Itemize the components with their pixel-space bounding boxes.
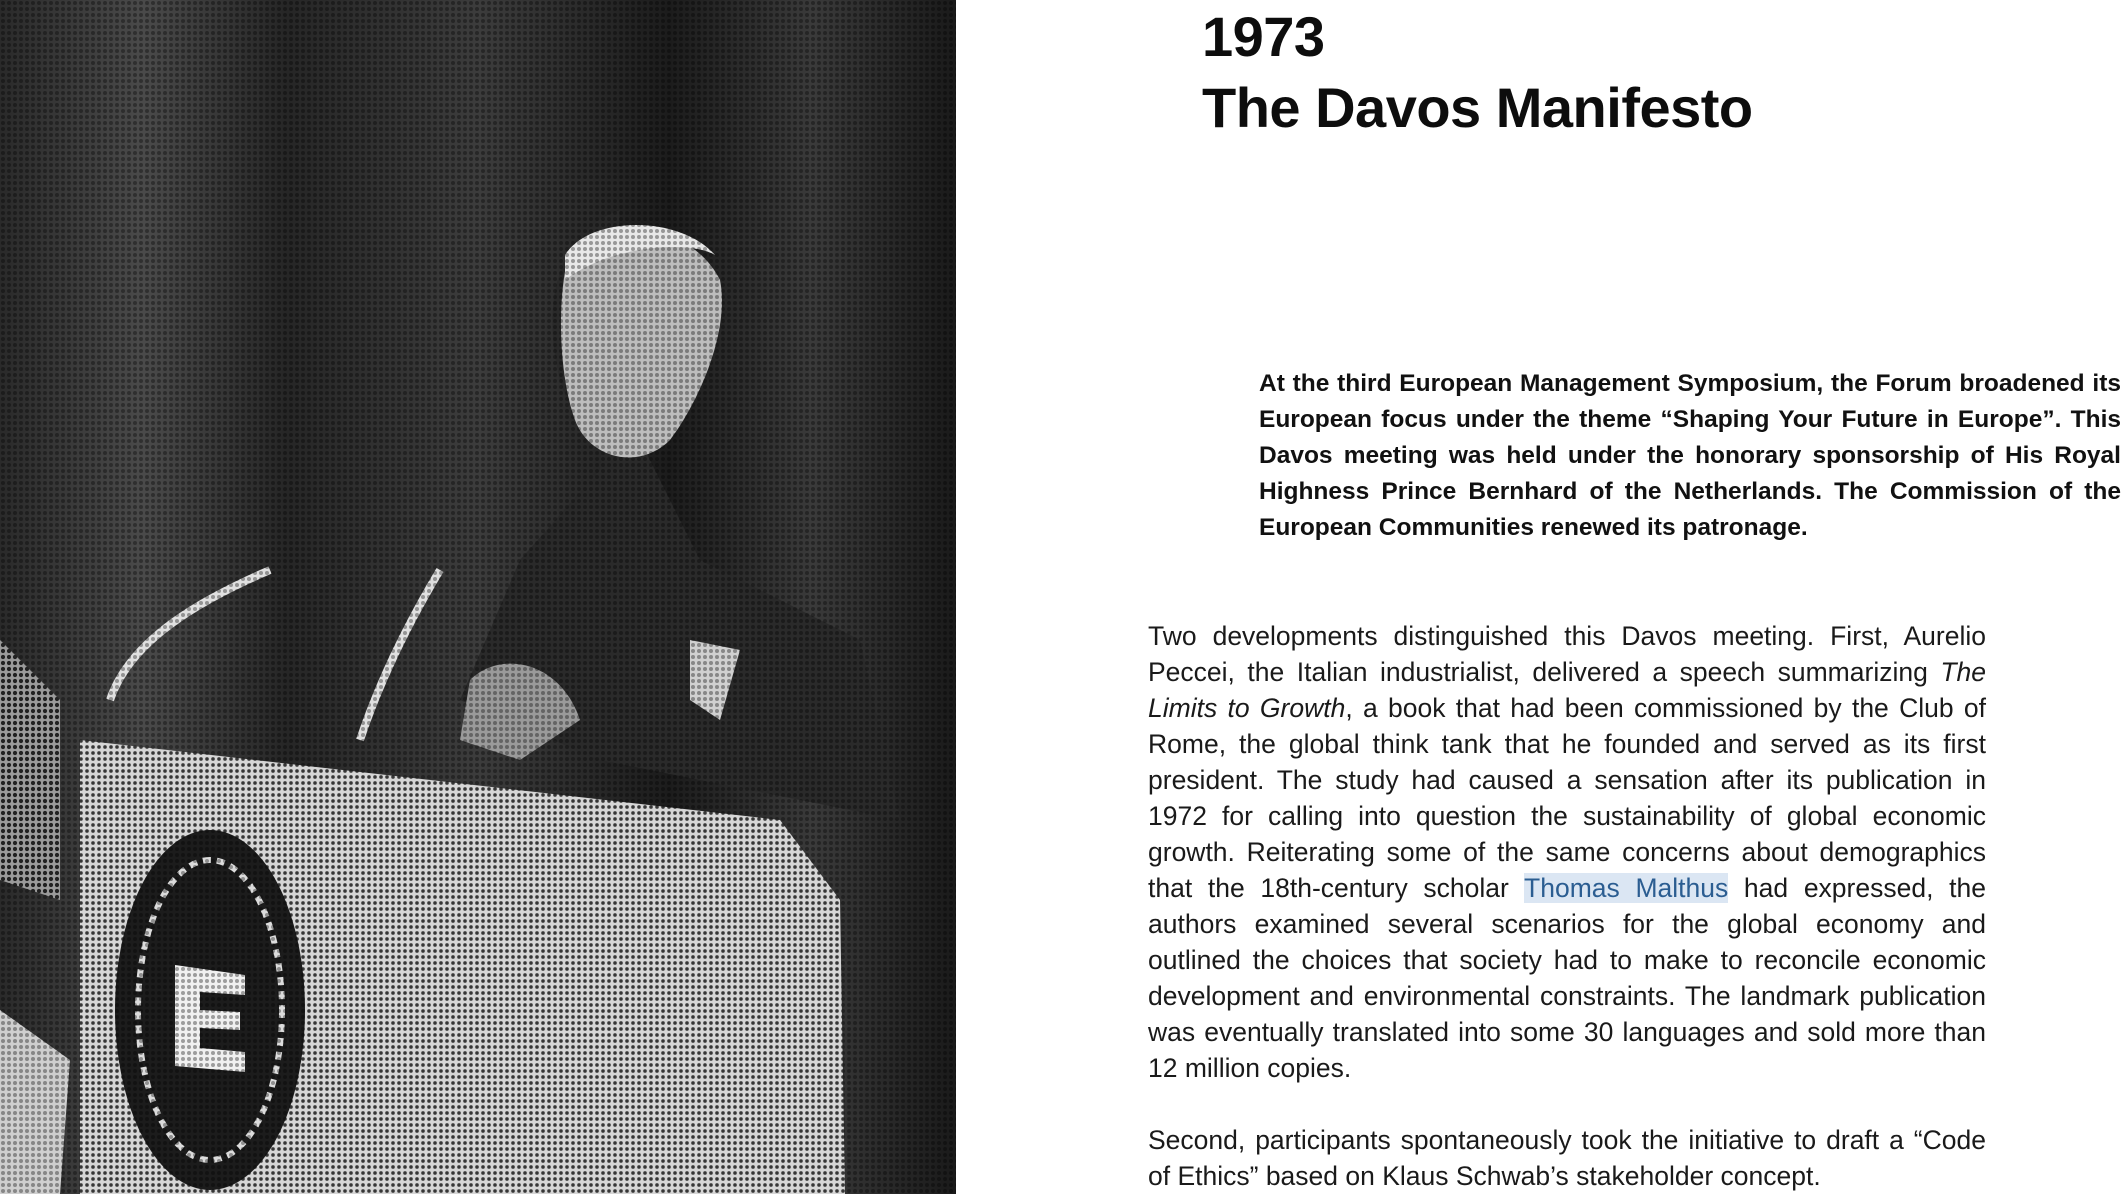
speaker-photo [0,0,956,1194]
book-title-limits-to-growth: The Limits to Growth [1148,657,1986,723]
lead-paragraph: At the third European Management Symposium, the Forum broadened its European focus under the theme “Shaping Your Future in Europe”. This Davos meeting was held under the honorary sponsorship of His Royal Highness Prince Bernhard of the Netherlands. The Commission of the European Communities renewed its patronage. [1259,370,2121,541]
chapter-year: 1973 [1202,5,1325,68]
body-paragraph-1-text-a: Two developments distinguished this Davos meeting. First, Aurelio Peccei, the Italian industrialist, delivered a speech summarizing [1148,621,1986,687]
body-paragraph-2: Second, participants spontaneously took the initiative to draft a “Code of Ethics” based on Klaus Schwab’s stakeholder concept. [1148,1125,1986,1191]
article-text-column [1140,0,2121,1194]
chapter-title: The Davos Manifesto [1202,76,1753,139]
body-paragraph-1-text-b: , a book that had been commissioned by the Club of Rome, the global think tank that he founded and served as its first president. The study had caused a sensation after its publication in 1972 for calling into question the sustainability of global economic growth. Reiterating some of the same concerns about demographics that the 18th-century scholar [1148,693,1986,903]
body-paragraph-1 [1148,618,1986,1086]
body-paragraph-1-text-c: had expressed, the authors examined several scenarios for the global economy and outlined the choices that society had to make to reconcile economic development and environmental constraints. The landmark publication was eventually translated into some 30 languages and sold more than 12 million copies. [1148,873,1986,1083]
selected-text-thomas-malthus[interactable]: Thomas Malthus [1524,873,1729,903]
halftone-overlay [0,0,956,1194]
